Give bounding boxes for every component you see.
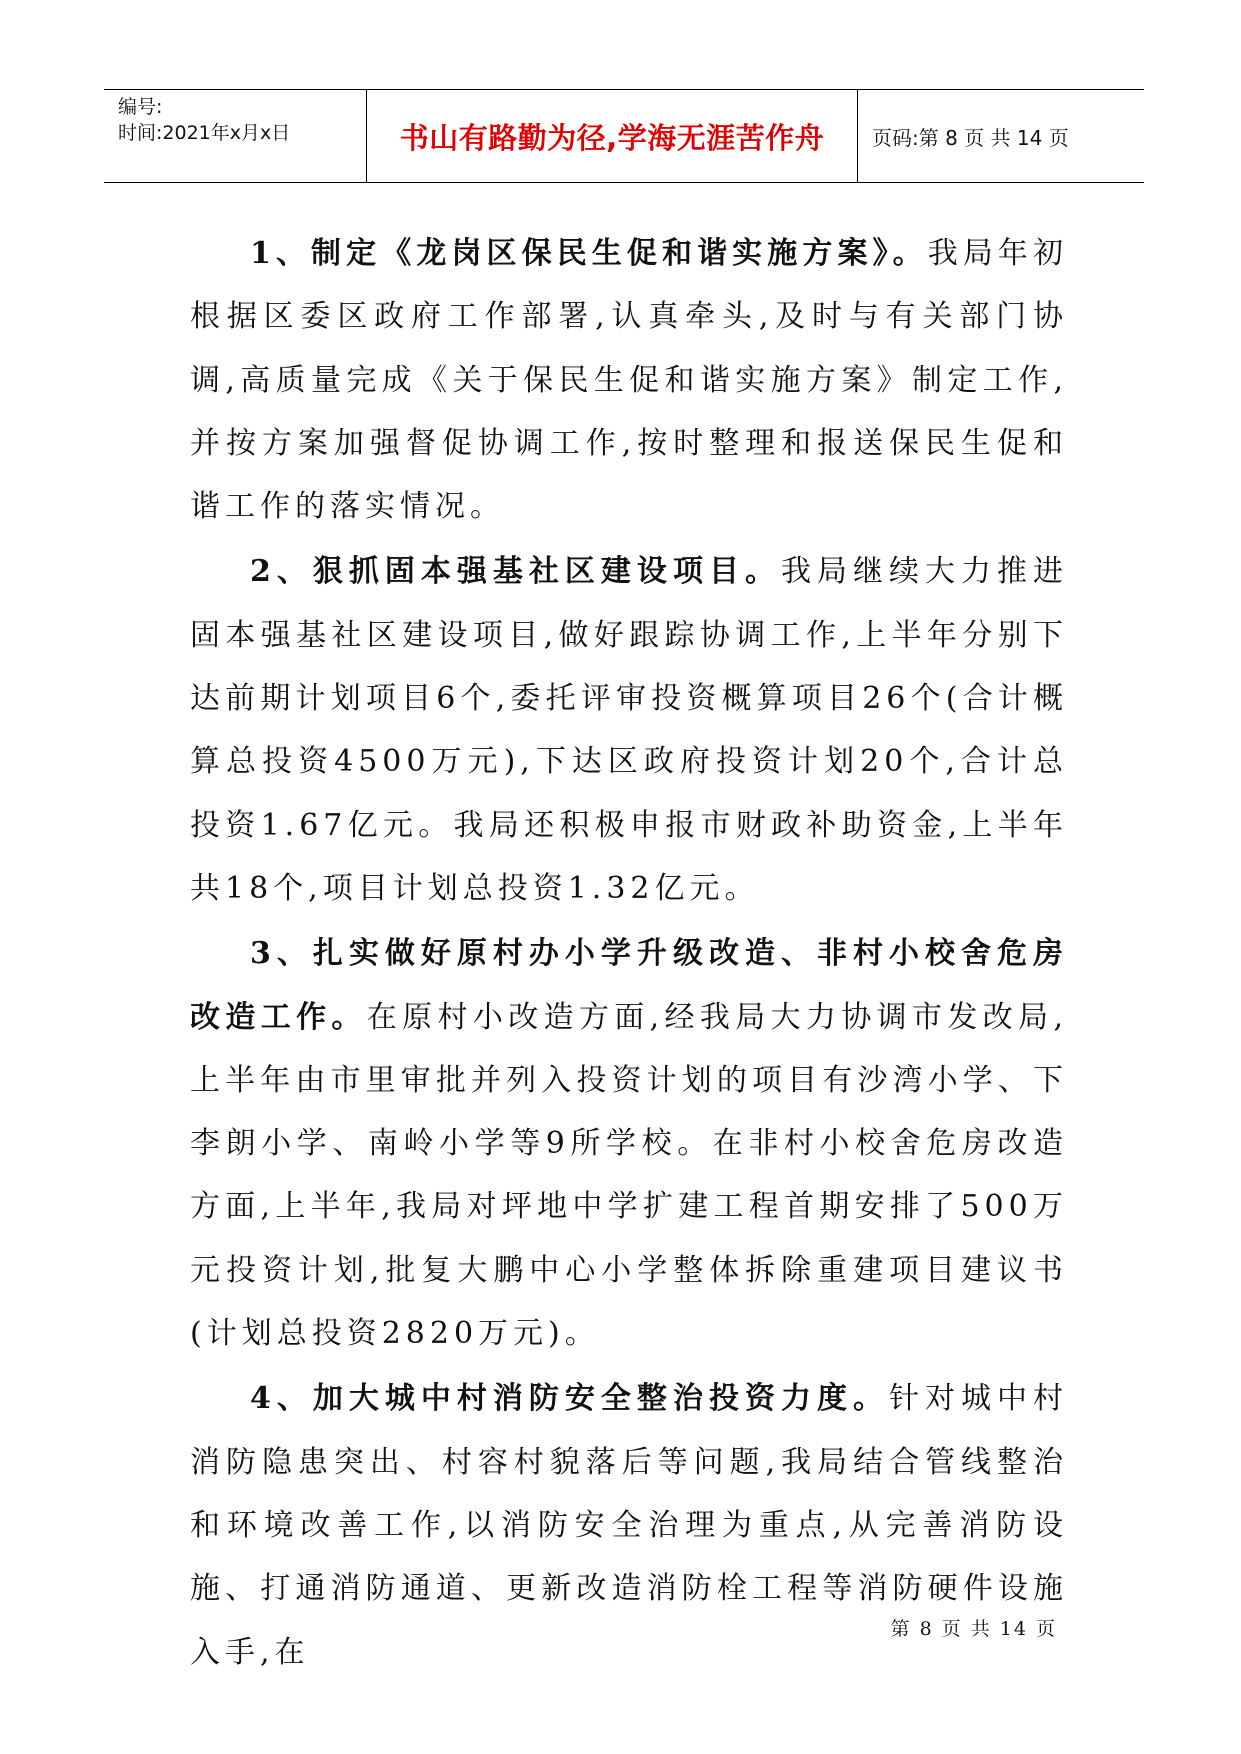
document-header	[104, 89, 1144, 183]
paragraph-heading: 2、狠抓固本强基社区建设项目。	[250, 554, 781, 590]
paragraph-3	[190, 922, 1068, 1365]
motto-text: 书山有路勤为径,学海无涯苦作舟	[399, 120, 825, 155]
header-meta-cell	[104, 90, 367, 182]
paragraph-body: 针对城中村消防隐患突出、村容村貌落后等问题,我局结合管线整治和环境改善工作,以消防安全治理为重点,从完善消防设施、打通消防通道、更新改造消防栓工程等消防硬件设施入手,在	[190, 1381, 1069, 1670]
page-code: 页码:第 8 页 共 14 页	[872, 125, 1069, 150]
paragraph-body: 在原村小改造方面,经我局大力协调市发改局,上半年由市里审批并列入投资计划的项目有沙湾小学、下李朗小学、南岭小学等9所学校。在非村小校舍危房改造方面,上半年,我局对坪地中学扩建工程首期安排了500万元投资计划,批复大鹏中心小学整体拆除重建项目建议书(计划总投资2820万元)。	[190, 999, 1069, 1352]
page-footer: 第 8 页 共 14 页	[890, 1618, 1057, 1640]
paragraph-body: 我局继续大力推进固本强基社区建设项目,做好跟踪协调工作,上半年分别下达前期计划项目6个,委托评审投资概算项目26个(合计概算总投资4500万元),下达区政府投资计划20个,合计总投资1.67亿元。我局还积极申报市财政补助资金,上半年共18个,项目计划总投资1.32亿元。	[190, 554, 1069, 906]
paragraph-1	[190, 222, 1068, 538]
number-label: 编号:	[118, 96, 163, 118]
header-page-cell	[858, 90, 1144, 182]
paragraph-body: 我局年初根据区委区政府工作部署,认真牵头,及时与有关部门协调,高质量完成《关于保民生促和谐实施方案》制定工作,并按方案加强督促协调工作,按时整理和报送保民生促和谐工作的落实情况。	[190, 236, 1069, 525]
header-motto-cell	[367, 90, 858, 182]
document-body	[190, 222, 1068, 1686]
paragraph-2	[190, 540, 1068, 920]
paragraph-heading: 1、制定《龙岗区保民生促和谐实施方案》。	[250, 236, 928, 271]
time-label: 时间:2021年x月x日	[118, 122, 291, 144]
paragraph-heading: 3、扎实做好原村办小学升级改造、非村小校舍危房改造工作。	[190, 936, 1068, 1035]
paragraph-heading: 4、加大城中村消防安全整治投资力度。	[250, 1381, 889, 1417]
